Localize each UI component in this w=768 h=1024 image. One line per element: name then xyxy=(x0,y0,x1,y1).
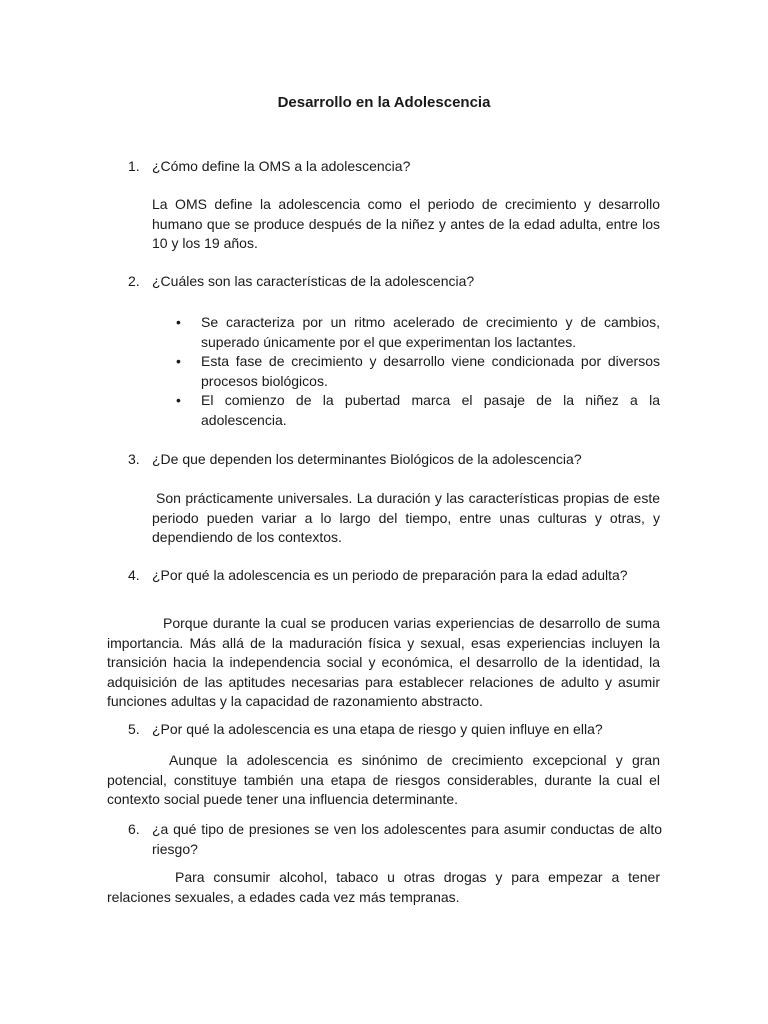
question-number: 2. xyxy=(128,273,140,289)
question-text: ¿De que dependen los determinantes Biológicos de la adolescencia? xyxy=(152,451,582,467)
list-item-text: Esta fase de crecimiento y desarrollo viene condicionada por diversos procesos biológicos. xyxy=(201,353,660,389)
question-4 xyxy=(128,566,662,586)
question-number: 1. xyxy=(128,158,140,174)
question-1 xyxy=(128,157,662,177)
question-3 xyxy=(128,450,662,470)
question-number: 3. xyxy=(128,451,140,467)
list-item xyxy=(176,391,660,430)
characteristics-list xyxy=(176,313,660,430)
list-item xyxy=(176,352,660,391)
answer-6: Para consumir alcohol, tabaco u otras drogas y para empezar a tener relaciones sexuales, a edades cada vez más tempranas. xyxy=(107,869,660,905)
question-text: ¿Cuáles son las características de la adolescencia? xyxy=(152,273,475,289)
question-number: 4. xyxy=(128,567,140,583)
list-item-text: El comienzo de la pubertad marca el pasaje de la niñez a la adolescencia. xyxy=(201,392,660,428)
bullet-icon: • xyxy=(176,353,181,369)
list-item-text: Se caracteriza por un ritmo acelerado de crecimiento y de cambios, superado únicamente por el que experimentan los lactantes. xyxy=(201,314,660,350)
question-2 xyxy=(128,272,662,292)
question-5 xyxy=(128,720,662,740)
answer-4: Porque durante la cual se producen varias experiencias de desarrollo de suma importancia. Más allá de la maduración física y sexual, esas experiencias incluyen la transición hacia la independencia social y económica, el desarrollo de la identidad, la adquisición de las aptitudes necesarias para establecer relaciones de adulto y asumir funciones adultas y la capacidad de razonamiento abstracto. xyxy=(107,615,660,709)
list-item xyxy=(176,313,660,352)
question-number: 6. xyxy=(128,821,140,837)
question-number: 5. xyxy=(128,721,140,737)
answer-5: Aunque la adolescencia es sinónimo de crecimiento excepcional y gran potencial, constituye también una etapa de riesgos considerables, durante la cual el contexto social puede tener una influencia determinante. xyxy=(107,752,660,807)
question-text: ¿Cómo define la OMS a la adolescencia? xyxy=(152,158,411,174)
bullet-icon: • xyxy=(176,314,181,330)
question-text: ¿a qué tipo de presiones se ven los adolescentes para asumir conductas de alto riesgo? xyxy=(152,821,662,857)
answer-1: La OMS define la adolescencia como el periodo de crecimiento y desarrollo humano que se produce después de la niñez y antes de la edad adulta, entre los 10 y los 19 años. xyxy=(152,196,660,251)
question-6 xyxy=(128,820,662,859)
bullet-icon: • xyxy=(176,392,181,408)
document-title: Desarrollo en la Adolescencia xyxy=(277,94,491,111)
question-text: ¿Por qué la adolescencia es una etapa de riesgo y quien influye en ella? xyxy=(152,721,603,737)
answer-3: Son prácticamente universales. La duración y las características propias de este periodo pueden variar a lo largo del tiempo, entre unas culturas y otras, y dependiendo de los contextos. xyxy=(152,490,660,545)
question-text: ¿Por qué la adolescencia es un periodo de preparación para la edad adulta? xyxy=(152,567,628,583)
